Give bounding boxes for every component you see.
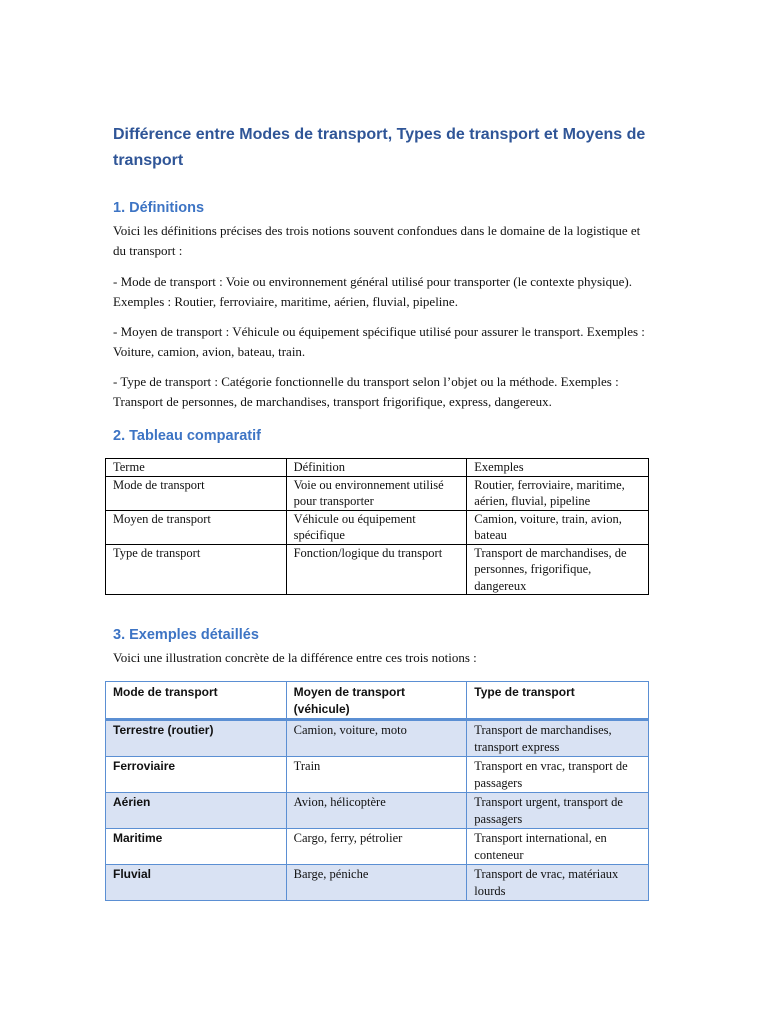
table-cell: Transport urgent, transport de passagers — [467, 793, 649, 829]
table-header-cell: Exemples — [467, 459, 649, 477]
table-cell: Transport de vrac, matériaux lourds — [467, 865, 649, 901]
table-header-cell: Type de transport — [467, 682, 649, 720]
table-row — [106, 544, 649, 595]
table-cell: Type de transport — [106, 544, 287, 595]
table-row — [106, 793, 649, 829]
table-header-cell: Mode de transport — [106, 682, 287, 720]
table-cell: Camion, voiture, moto — [286, 720, 467, 757]
section-heading-exemples: 3. Exemples détaillés — [113, 627, 259, 643]
table-cell: Transport en vrac, transport de passagers — [467, 757, 649, 793]
table-cell: Camion, voiture, train, avion, bateau — [467, 510, 649, 544]
section-heading-comparatif: 2. Tableau comparatif — [113, 428, 261, 444]
table-cell: Mode de transport — [106, 476, 287, 510]
table-row — [106, 510, 649, 544]
comparison-table — [105, 458, 649, 595]
table-cell: Avion, hélicoptère — [286, 793, 467, 829]
table-header-row — [106, 459, 649, 477]
table-header-row — [106, 682, 649, 720]
table-header-cell: Moyen de transport (véhicule) — [286, 682, 467, 720]
table-cell: Transport de marchandises, transport express — [467, 720, 649, 757]
table-cell: Véhicule ou équipement spécifique — [286, 510, 467, 544]
definition-moyen: - Moyen de transport : Véhicule ou équipement spécifique utilisé pour assurer le transport. Exemples : Voiture, camion, avion, bateau, train. — [113, 324, 645, 359]
exemples-intro: Voici une illustration concrète de la différence entre ces trois notions : — [113, 650, 477, 665]
table-header-cell: Définition — [286, 459, 467, 477]
examples-table — [105, 681, 649, 901]
table-cell: Cargo, ferry, pétrolier — [286, 829, 467, 865]
table-row — [106, 865, 649, 901]
table-cell: Fonction/logique du transport — [286, 544, 467, 595]
definitions-intro: Voici les définitions précises des trois notions souvent confondues dans le domaine de la logistique et du transport : — [113, 223, 641, 258]
table-cell: Transport international, en conteneur — [467, 829, 649, 865]
definition-mode: - Mode de transport : Voie ou environnement général utilisé pour transporter (le contexte physique). Exemples : Routier, ferroviaire, maritime, aérien, fluvial, pipeline. — [113, 274, 633, 309]
document-title: Différence entre Modes de transport, Types de transport et Moyens de transport — [113, 126, 646, 169]
table-row-header: Maritime — [106, 829, 287, 865]
table-row-header: Ferroviaire — [106, 757, 287, 793]
section-heading-definitions: 1. Définitions — [113, 200, 205, 216]
table-cell: Barge, péniche — [286, 865, 467, 901]
table-row-header: Terrestre (routier) — [106, 720, 287, 757]
table-row — [106, 476, 649, 510]
table-cell: Transport de marchandises, de personnes, frigorifique, dangereux — [467, 544, 649, 595]
table-cell: Moyen de transport — [106, 510, 287, 544]
table-row-header: Aérien — [106, 793, 287, 829]
document-body — [113, 122, 653, 446]
definition-type: - Type de transport : Catégorie fonctionnelle du transport selon l’objet ou la méthode. Exemples : Transport de personnes, de marchandises, transport frigorifique, express, dangereux. — [113, 374, 619, 409]
table-row — [106, 720, 649, 757]
table-row — [106, 757, 649, 793]
table-row — [106, 829, 649, 865]
table-cell: Voie ou environnement utilisé pour transporter — [286, 476, 467, 510]
table-cell: Train — [286, 757, 467, 793]
table-cell: Routier, ferroviaire, maritime, aérien, fluvial, pipeline — [467, 476, 649, 510]
table-header-cell: Terme — [106, 459, 287, 477]
table-row-header: Fluvial — [106, 865, 287, 901]
